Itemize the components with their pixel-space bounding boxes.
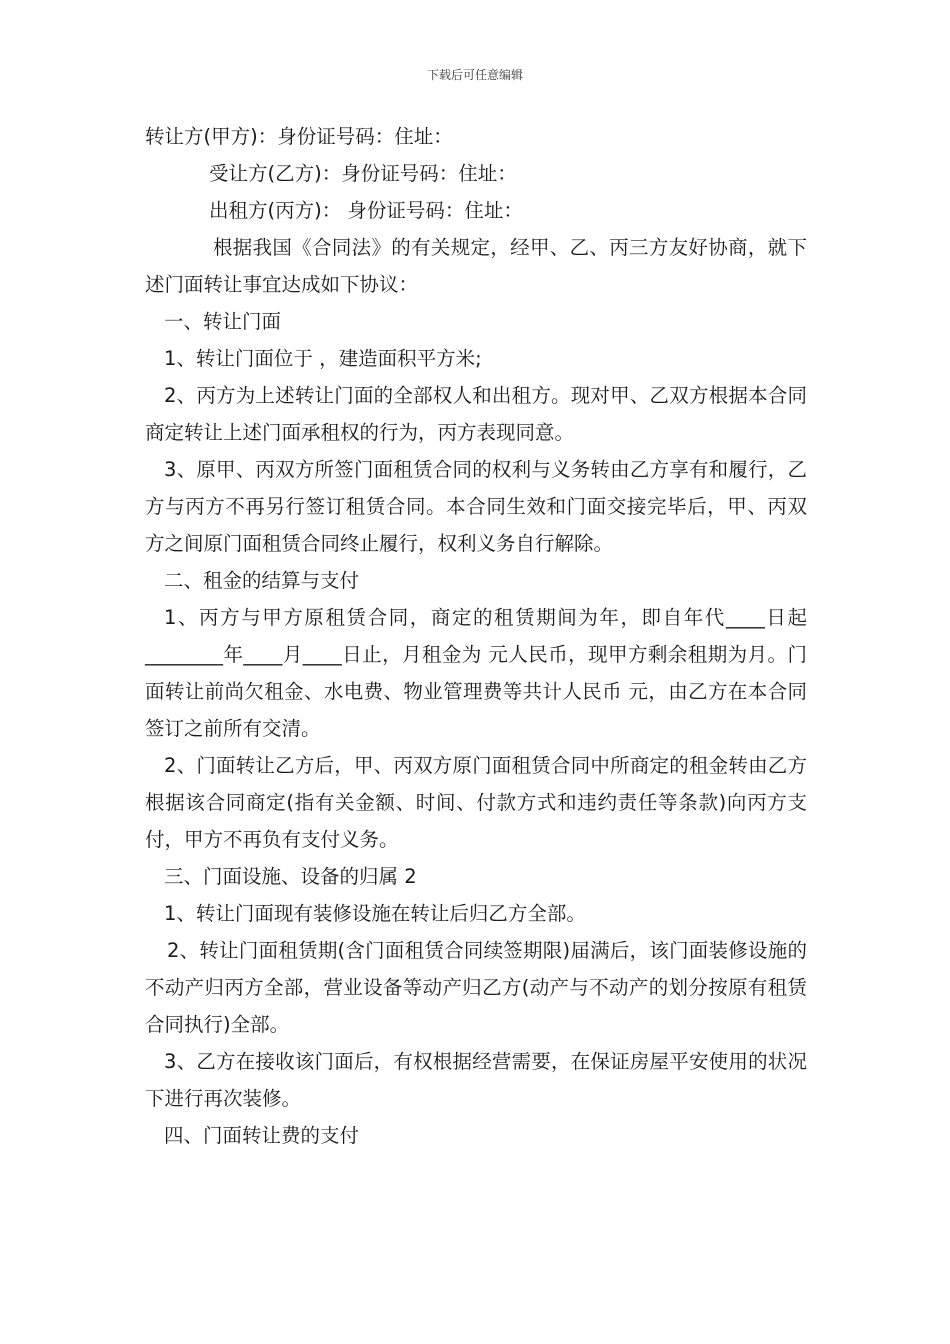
section-heading-2: 二、租金的结算与支付 xyxy=(164,569,360,592)
section-heading-4: 四、门面转让费的支付 xyxy=(164,1124,360,1147)
clause-1-2: 2、丙方为上述转让门面的全部权人和出租方。现对甲、乙双方根据本合同商定转让上述门面承租权的行为，丙方表现同意。 xyxy=(145,384,807,444)
clause-1-3: 3、原甲、丙双方所签门面租赁合同的权利与义务转由乙方享有和履行，乙方与丙方不再另行签订租赁合同。本合同生效和门面交接完毕后，甲、丙双方之间原门面租赁合同终止履行，权利义务自行解除。 xyxy=(145,458,807,555)
clause-2-2: 2、门面转让乙方后，甲、丙双方原门面租赁合同中所商定的租金转由乙方根据该合同商定(指有关金额、时间、付款方式和违约责任等条款)向丙方支付，甲方不再负有支付义务。 xyxy=(145,754,807,851)
preamble-paragraph: 根据我国《合同法》的有关规定，经甲、乙、丙三方友好协商，就下述门面转让事宜达成如下协议： xyxy=(145,236,807,296)
section-heading-1: 一、转让门面 xyxy=(164,310,282,333)
clause-2-1: 1、丙方与甲方原租赁合同，商定的租赁期间为年，即自年代____日起________年____月____日止，月租金为 元人民币，现甲方剩余租期为月。门面转让前尚欠租金、水电费、物业管理费等共计人民币 元，由乙方在本合同签订之前所有交清。 xyxy=(145,606,807,740)
party-transferee-line: 受让方(乙方)：身份证号码：住址： xyxy=(209,162,517,185)
clause-3-1: 1、转让门面现有装修设施在转让后归乙方全部。 xyxy=(164,902,586,925)
page-header: 下载后可任意编辑 xyxy=(426,68,523,82)
party-lessor-line: 出租方(丙方)： 身份证号码：住址： xyxy=(209,199,523,222)
clause-1-1: 1、转让门面位于 ，建造面积平方米; xyxy=(164,347,482,370)
clause-3-3: 3、乙方在接收该门面后，有权根据经营需要，在保证房屋平安使用的状况下进行再次装修。 xyxy=(145,1050,807,1110)
document-body xyxy=(145,118,807,1154)
section-heading-3: 三、门面设施、设备的归属 2 xyxy=(164,865,417,888)
clause-3-2: 2、转让门面租赁期(含门面租赁合同续签期限)届满后，该门面装修设施的不动产归丙方全部，营业设备等动产归乙方(动产与不动产的划分按原有租赁合同执行)全部。 xyxy=(145,939,807,1036)
party-transferor-line: 转让方(甲方)：身份证号码：住址： xyxy=(145,125,453,148)
